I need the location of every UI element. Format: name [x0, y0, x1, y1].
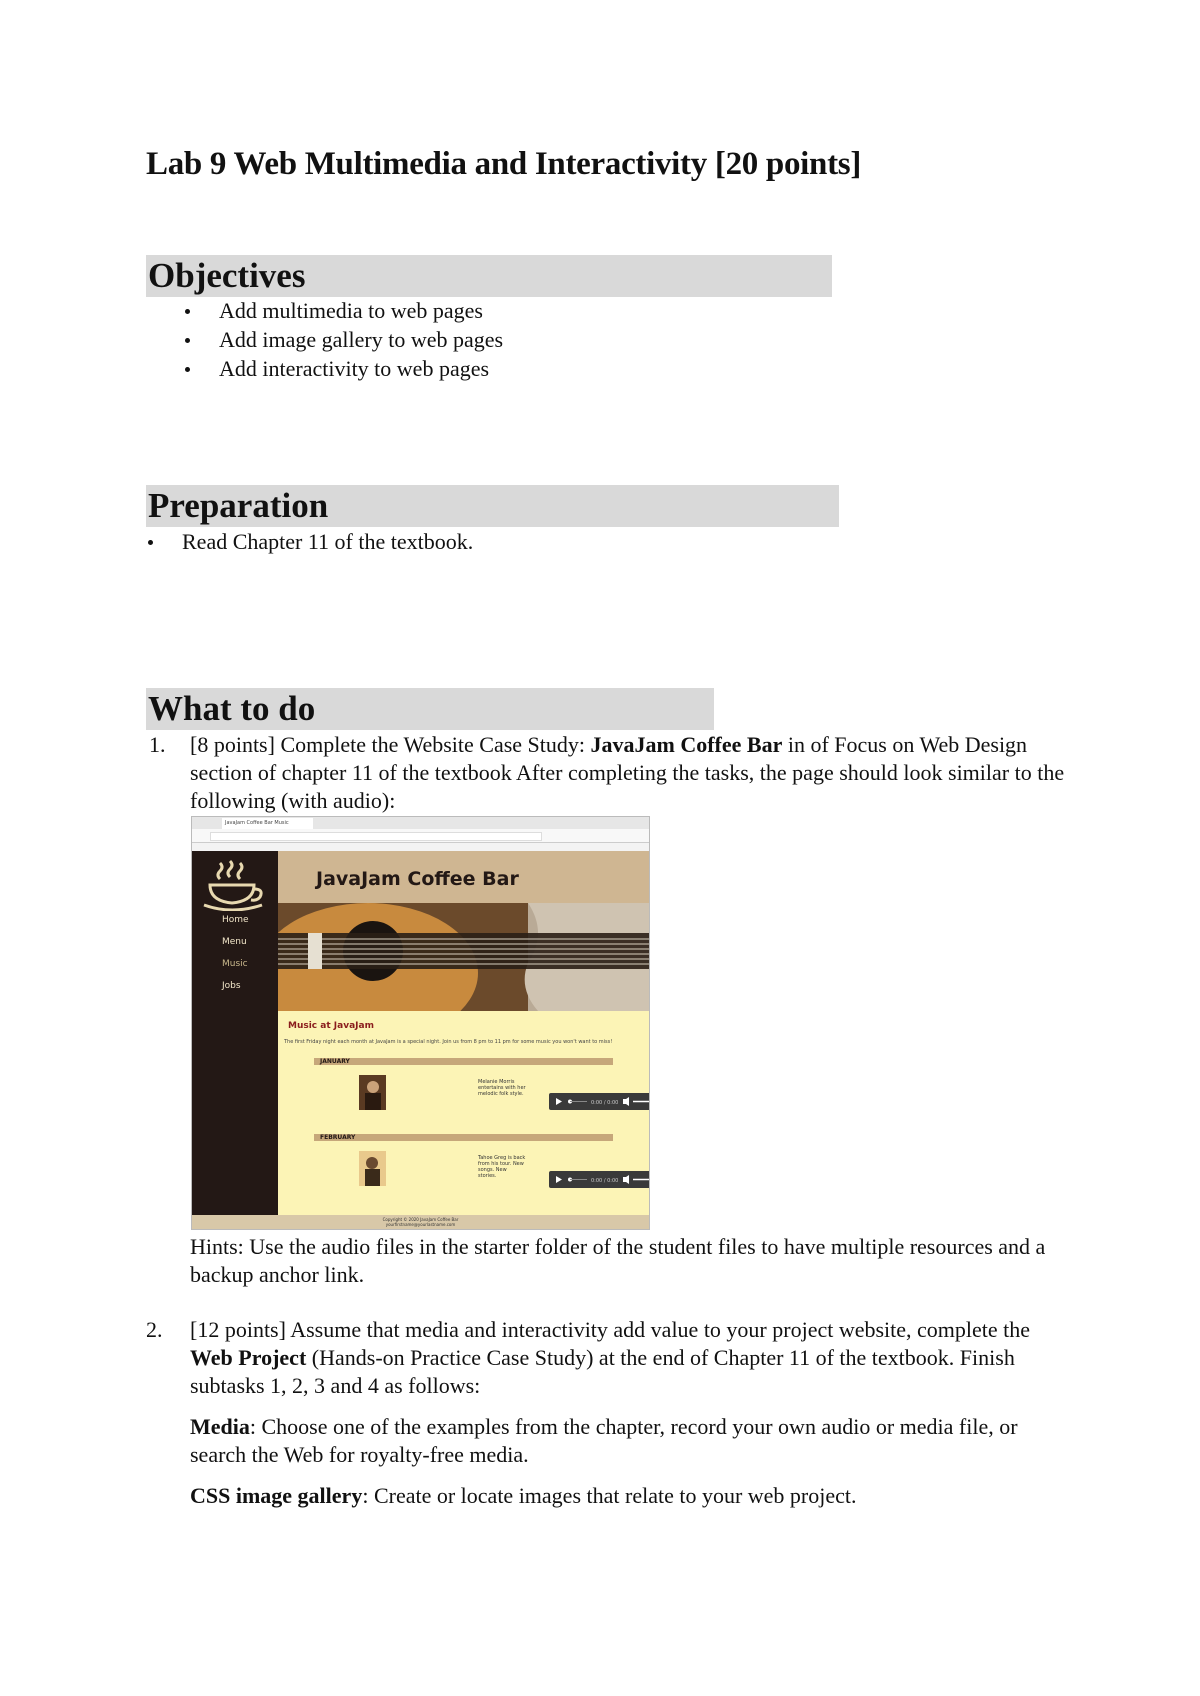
site-footer	[192, 1215, 649, 1230]
site-sidebar	[192, 851, 278, 1215]
music-intro: The first Friday night each month at JavaJam is a special night. Join us from 8 pm to 11 pm for some music you won't want to miss!	[284, 1039, 613, 1045]
footer-copyright: Copyright © 2020 JavaJam Coffee Bar	[382, 1217, 459, 1222]
february-description: Tahoe Greg is back from his tour. New songs. New stories.	[478, 1155, 526, 1179]
what-to-do-heading: What to do	[146, 688, 714, 730]
task-1-hints: Hints: Use the audio files in the starter folder of the student files to have multiple resources and a backup anchor link.	[190, 1234, 1046, 1287]
objective-item: Add image gallery to web pages	[219, 327, 504, 352]
footer-email: yourfirstname@yourlastname.com	[385, 1222, 456, 1227]
objectives-heading: Objectives	[146, 255, 832, 297]
preparation-item: Read Chapter 11 of the textbook.	[182, 529, 474, 554]
tahoe-greg-thumbnail	[359, 1151, 386, 1186]
february-audio-player[interactable]	[549, 1171, 650, 1188]
guitar-hero-image	[278, 903, 649, 1011]
task-2-text: [12 points] Assume that media and interactivity add value to your project website, complete the Web Project (Hands-on Practice Case Study) at the end of Chapter 11 of the textbook. Finish subtasks 1, 2, 3 and 4 as follows:	[190, 1317, 1031, 1398]
january-player-time: 0:00 / 0:00	[591, 1100, 619, 1106]
objective-item: Add interactivity to web pages	[219, 354, 503, 383]
melanie-thumbnail	[359, 1075, 386, 1110]
task-1-bold: JavaJam Coffee Bar	[590, 732, 783, 757]
site-title: JavaJam Coffee Bar	[316, 868, 519, 890]
gallery-label: CSS image gallery	[190, 1483, 363, 1508]
page-title: Lab 9 Web Multimedia and Interactivity [20 points]	[146, 146, 862, 182]
browser-address-bar	[192, 829, 649, 843]
nav-music: Music	[222, 959, 248, 969]
preparation-list	[182, 527, 473, 556]
browser-tab-bar	[192, 817, 649, 829]
browser-tab: JavaJam Coffee Bar Music	[222, 818, 313, 829]
music-content	[278, 1011, 649, 1215]
media-label: Media	[190, 1414, 250, 1439]
january-audio-player[interactable]	[549, 1093, 650, 1110]
nav-home: Home	[222, 915, 249, 925]
month-february: FEBRUARY	[314, 1134, 613, 1141]
nav-menu: Menu	[222, 937, 247, 947]
javajam-screenshot	[191, 816, 650, 1230]
february-player-time: 0:00 / 0:00	[591, 1178, 619, 1184]
objectives-list	[219, 296, 503, 383]
task-2-media: Media: Choose one of the examples from the chapter, record your own audio or media file, or search the Web for royalty-free media.	[190, 1414, 1018, 1467]
task-1-text: [8 points] Complete the Website Case Study: JavaJam Coffee Bar in of Focus on Web Design section of chapter 11 of the textbook After completing the tasks, the page should look similar to the following (with audio):	[190, 732, 1065, 813]
task-2-gallery: CSS image gallery: Create or locate images that relate to your web project.	[190, 1483, 857, 1508]
preparation-heading: Preparation	[146, 485, 839, 527]
objective-item: Add multimedia to web pages	[219, 296, 503, 325]
site-header	[278, 851, 649, 903]
january-description: Melanie Morris entertains with her melodic folk style.	[478, 1079, 526, 1097]
task-2-bold: Web Project	[190, 1345, 307, 1370]
task-2-number: 2.	[146, 1317, 163, 1342]
task-1-number: 1.	[149, 732, 166, 757]
music-heading: Music at JavaJam	[288, 1021, 374, 1031]
month-january: JANUARY	[314, 1058, 613, 1065]
nav-jobs: Jobs	[222, 981, 241, 991]
coffee-cup-icon	[202, 859, 268, 911]
